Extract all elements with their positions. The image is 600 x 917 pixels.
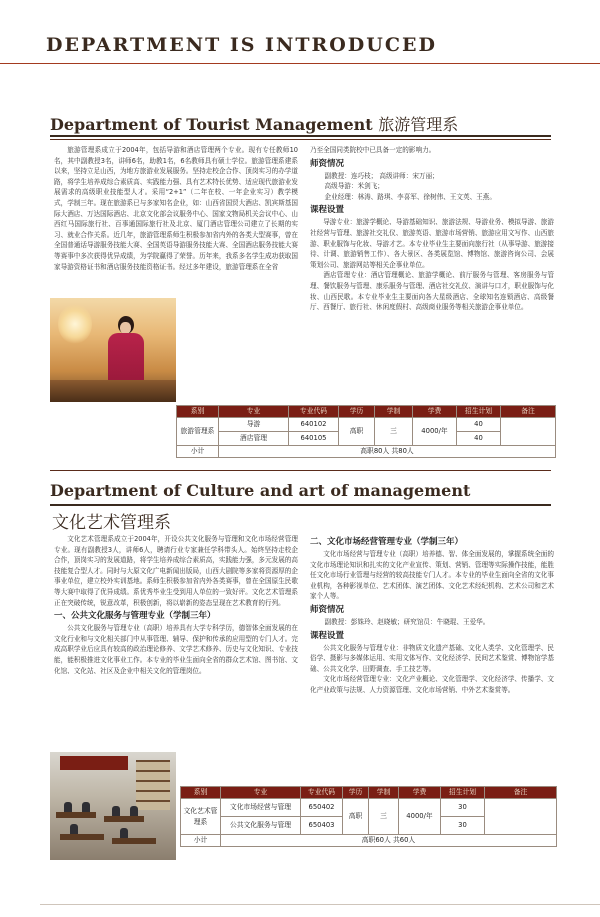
header-dept: 系别 [181,787,221,799]
cell-notes [501,418,556,446]
cell-degree: 高职 [343,799,369,835]
tourism-courses-heading: 课程设置 [310,205,345,216]
tourism-course-guide: 导游专业：旅游学概论、导游基础知识、旅游法规、导游业务、模拟导游、旅游社经营与管理、旅游社交礼仪、旅游英语、旅游市场营销、旅游应用文写作、山西旅游、职业服饰与化妆、导游才艺。本专业毕业生主要面向旅行社（从事导游、旅游接待、计调、旅游销售工作）、各大景区、各类展览馆、博物馆、旅游咨询公司、会展策划公司、旅游网站等相关企事业单位。 [310,218,554,269]
header-code: 专业代码 [301,787,343,799]
cell-major: 文化市场经营与管理 [221,799,301,817]
tourism-course-hotel: 酒店管理专业：酒店管理概论、旅游学概论、前厅服务与管理、客房服务与管理、餐饮服务与管理、康乐服务与管理、酒店社交礼仪、演讲与口才，职业服饰与化妆、山西民歌。本专业毕业生主要面向各大星级酒店、全球知名连锁酒店、高级餐厅、西餐厅、旅行社、休闲度假村、高级商业服务等相关旅游企事业单位。 [310,271,554,312]
tourism-intro-continued: 乃至全国同类院校中已具备一定的影响力。 [310,146,436,154]
culture-major2-text: 文化市场经营与管理专业（高职）培养德、智、体全面发展的，掌握系统全面的文化市场理论知识和扎实的文化产业宣传、策划、营销、管理等实际操作技能，能胜任文化市场行业管理与经营的较高技能专门人才。本专业的毕业生面向全省的文化事业机构，各种影视单位、艺术团体、演艺团体、文化艺术经纪机构、艺术公司和艺术家个人等。 [310,550,554,601]
header-duration: 学制 [375,406,413,418]
header-duration: 学制 [369,787,399,799]
tourism-faculty-line: 高级导游：米剑飞； [324,182,384,191]
tourism-faculty-line: 副教授：连巧枝； 高级讲师：宋万丽； [324,171,439,180]
cell-plan: 40 [457,418,501,432]
tourism-title-rule-thin [50,139,551,140]
page-title: DEPARTMENT IS INTRODUCED [46,34,437,56]
reception-photo [50,298,176,402]
culture-top-rule [50,470,551,471]
table-row [181,799,557,817]
cell-code: 650403 [301,817,343,835]
culture-course-market: 文化市场经营管理专业：文化产业概论、文化管理学、文化经济学、传播学、文化产业政策与法规、人力资源管理、文化市场营销、中外艺术鉴赏等。 [310,675,554,694]
cell-dept: 文化艺术管理系 [181,799,221,835]
culture-right-column [310,534,554,784]
culture-intro: 文化艺术管理系成立于2004年，开设公共文化服务与管理和文化市场经营管理专业。现有副教授3人，讲师6人，聘请行业专家兼任学科带头人。始终坚持走校企合作，顶岗实习的发展道路，将学生培养成综合素质高，实践能力强，多元发展的高技能复合型人才。同时与大原文化广电新闻出版局，山西大剧院等多家将资源厚的企事业单位，建立校外实训基地。系师生积极参加省内外各类赛事，曾在全国原生民歌等大赛中取得了优异成绩。系优秀毕业生受到用人单位的一致好评。文化艺术管理系正在突破传统，锐意改革，积极创新，将以崭新的姿态呈现在艺术教育的行列。 [54,535,298,607]
cell-code: 640105 [289,432,339,446]
tourism-intro: 旅游管理系成立于2004年，包括导游和酒店管理两个专业。现有专任教师10名，其中副教授3名，讲师6名，助教1名，6名教师具有硕士学位。旅游管理系建系以来，坚持立足山西，为地方旅游业发展服务。坚持走校企合作、顶岗实习的办学道路，将学生培养成综合素质高、实践能力强、具有艺术特长优势、适应现代旅游业发展需求的高级职业技能型人才。采用“2+1”（二年在校、一年企业实习）教学模式，学制三年。现在旅游系已与多家知名企业，如：山西省国贸大酒店、凯宾斯基国际大酒店、万达国际酒店、北京文化部会议服务中心、国家文物局机关会议中心、山西红马国际旅行社、百事通国际旅行社及北京、厦门酒店管理公司建立了长期的实习、就业合作关系。近几年，旅游管理系师生积极参加省内外的各类大型赛事，曾在全国普通话导游服务技能大赛、全国英语导游服务技能大赛、全国酒店服务技能大赛等赛事中多次获得优异成绩，为学院赢得了荣誉。历年来，我系多名学生成功获取国家导游资格证书和酒店服务技能资格证书。经过多年建设，旅游管理系在全省 [54,146,298,271]
cell-code: 650402 [301,799,343,817]
tourism-enrollment-table [176,405,556,458]
culture-title-en: Department of Culture and art of management [50,481,471,500]
culture-courses-heading: 课程设置 [310,630,345,641]
cell-plan: 40 [457,432,501,446]
cell-degree: 高职 [339,418,375,446]
tourism-title [50,112,458,135]
table-row [177,418,556,432]
culture-faculty-heading: 师资情况 [310,604,345,615]
table-row-subtotal [177,446,556,458]
tourism-title-en: Department of Tourist Management [50,115,373,134]
culture-title-cn [52,508,171,533]
cell-dept: 旅游管理系 [177,418,219,446]
tourism-right-column [310,145,554,400]
cell-duration: 三 [375,418,413,446]
tourism-title-rule [50,135,551,137]
cell-fee: 4000/年 [399,799,441,835]
culture-course-public: 公共文化服务与管理专业：非物质文化遗产基础、文化人类学、文化管理学、民俗学、摄影与多媒体运用、实用文体写作、文化经济学、民间艺术鉴赏、博物馆学基础、公共文化学、田野调查、手工技艺等。 [310,643,554,673]
table-row-subtotal [181,835,557,847]
header-plan: 招生计划 [457,406,501,418]
page-header [0,0,600,64]
classroom-photo [50,752,176,860]
cell-major: 导游 [219,418,289,432]
cell-plan: 30 [441,817,485,835]
culture-faculty-line: 副教授：彭姝玲、赵晓敏；研究馆员：牛晓琨、王爱华。 [324,617,490,626]
header-plan: 招生计划 [441,787,485,799]
cell-fee: 4000/年 [413,418,457,446]
header-fee: 学费 [413,406,457,418]
cell-code: 640102 [289,418,339,432]
cell-plan: 30 [441,799,485,817]
header-major: 专业 [219,406,289,418]
cell-notes [485,799,557,835]
header-degree: 学历 [339,406,375,418]
cell-subtotal: 高职80人 共80人 [219,446,556,458]
culture-major1-text: 公共文化服务与管理专业（高职）培养具有大学专科学历，德智体全面发展的在文化行业和与文化相关部门中从事管理、辅导、保护和传承的应用型的专门人才。完成高职学业后应具有较高的政治理论修养、文学艺术修养、历史与文化知识、专业技能，能积极推进文化事业工作。本专业的毕业生面向全省的群众艺术馆、图书馆、文化馆、文化站、社区及企业中相关文化的管理岗位。 [54,624,298,675]
header-notes: 备注 [501,406,556,418]
header-degree: 学历 [343,787,369,799]
cell-subtotal-label: 小计 [181,835,221,847]
tourism-title-cn: 旅游管理系 [378,115,459,134]
cell-subtotal-label: 小计 [177,446,219,458]
culture-left-column [54,534,298,748]
cell-major: 公共文化服务与管理 [221,817,301,835]
culture-major2-heading: 二、文化市场经营管理专业（学制三年） [310,537,464,547]
cell-duration: 三 [369,799,399,835]
header-major: 专业 [221,787,301,799]
header-code: 专业代码 [289,406,339,418]
header-fee: 学费 [399,787,441,799]
culture-title-rule [50,504,551,506]
culture-enrollment-table [180,786,557,847]
page-bottom-rule [40,904,600,905]
culture-title-cn-text: 文化艺术管理系 [52,513,171,533]
cell-major: 酒店管理 [219,432,289,446]
culture-major1-heading: 一、公共文化服务与管理专业（学制三年） [54,611,216,622]
header-dept: 系别 [177,406,219,418]
tourism-faculty-heading: 师资情况 [310,158,345,169]
cell-subtotal: 高职60人 共60人 [221,835,557,847]
header-notes: 备注 [485,787,557,799]
tourism-faculty-line: 企业经理：林涛、路琪、李喜军、徐树伟、王文英、王燕。 [324,192,496,201]
